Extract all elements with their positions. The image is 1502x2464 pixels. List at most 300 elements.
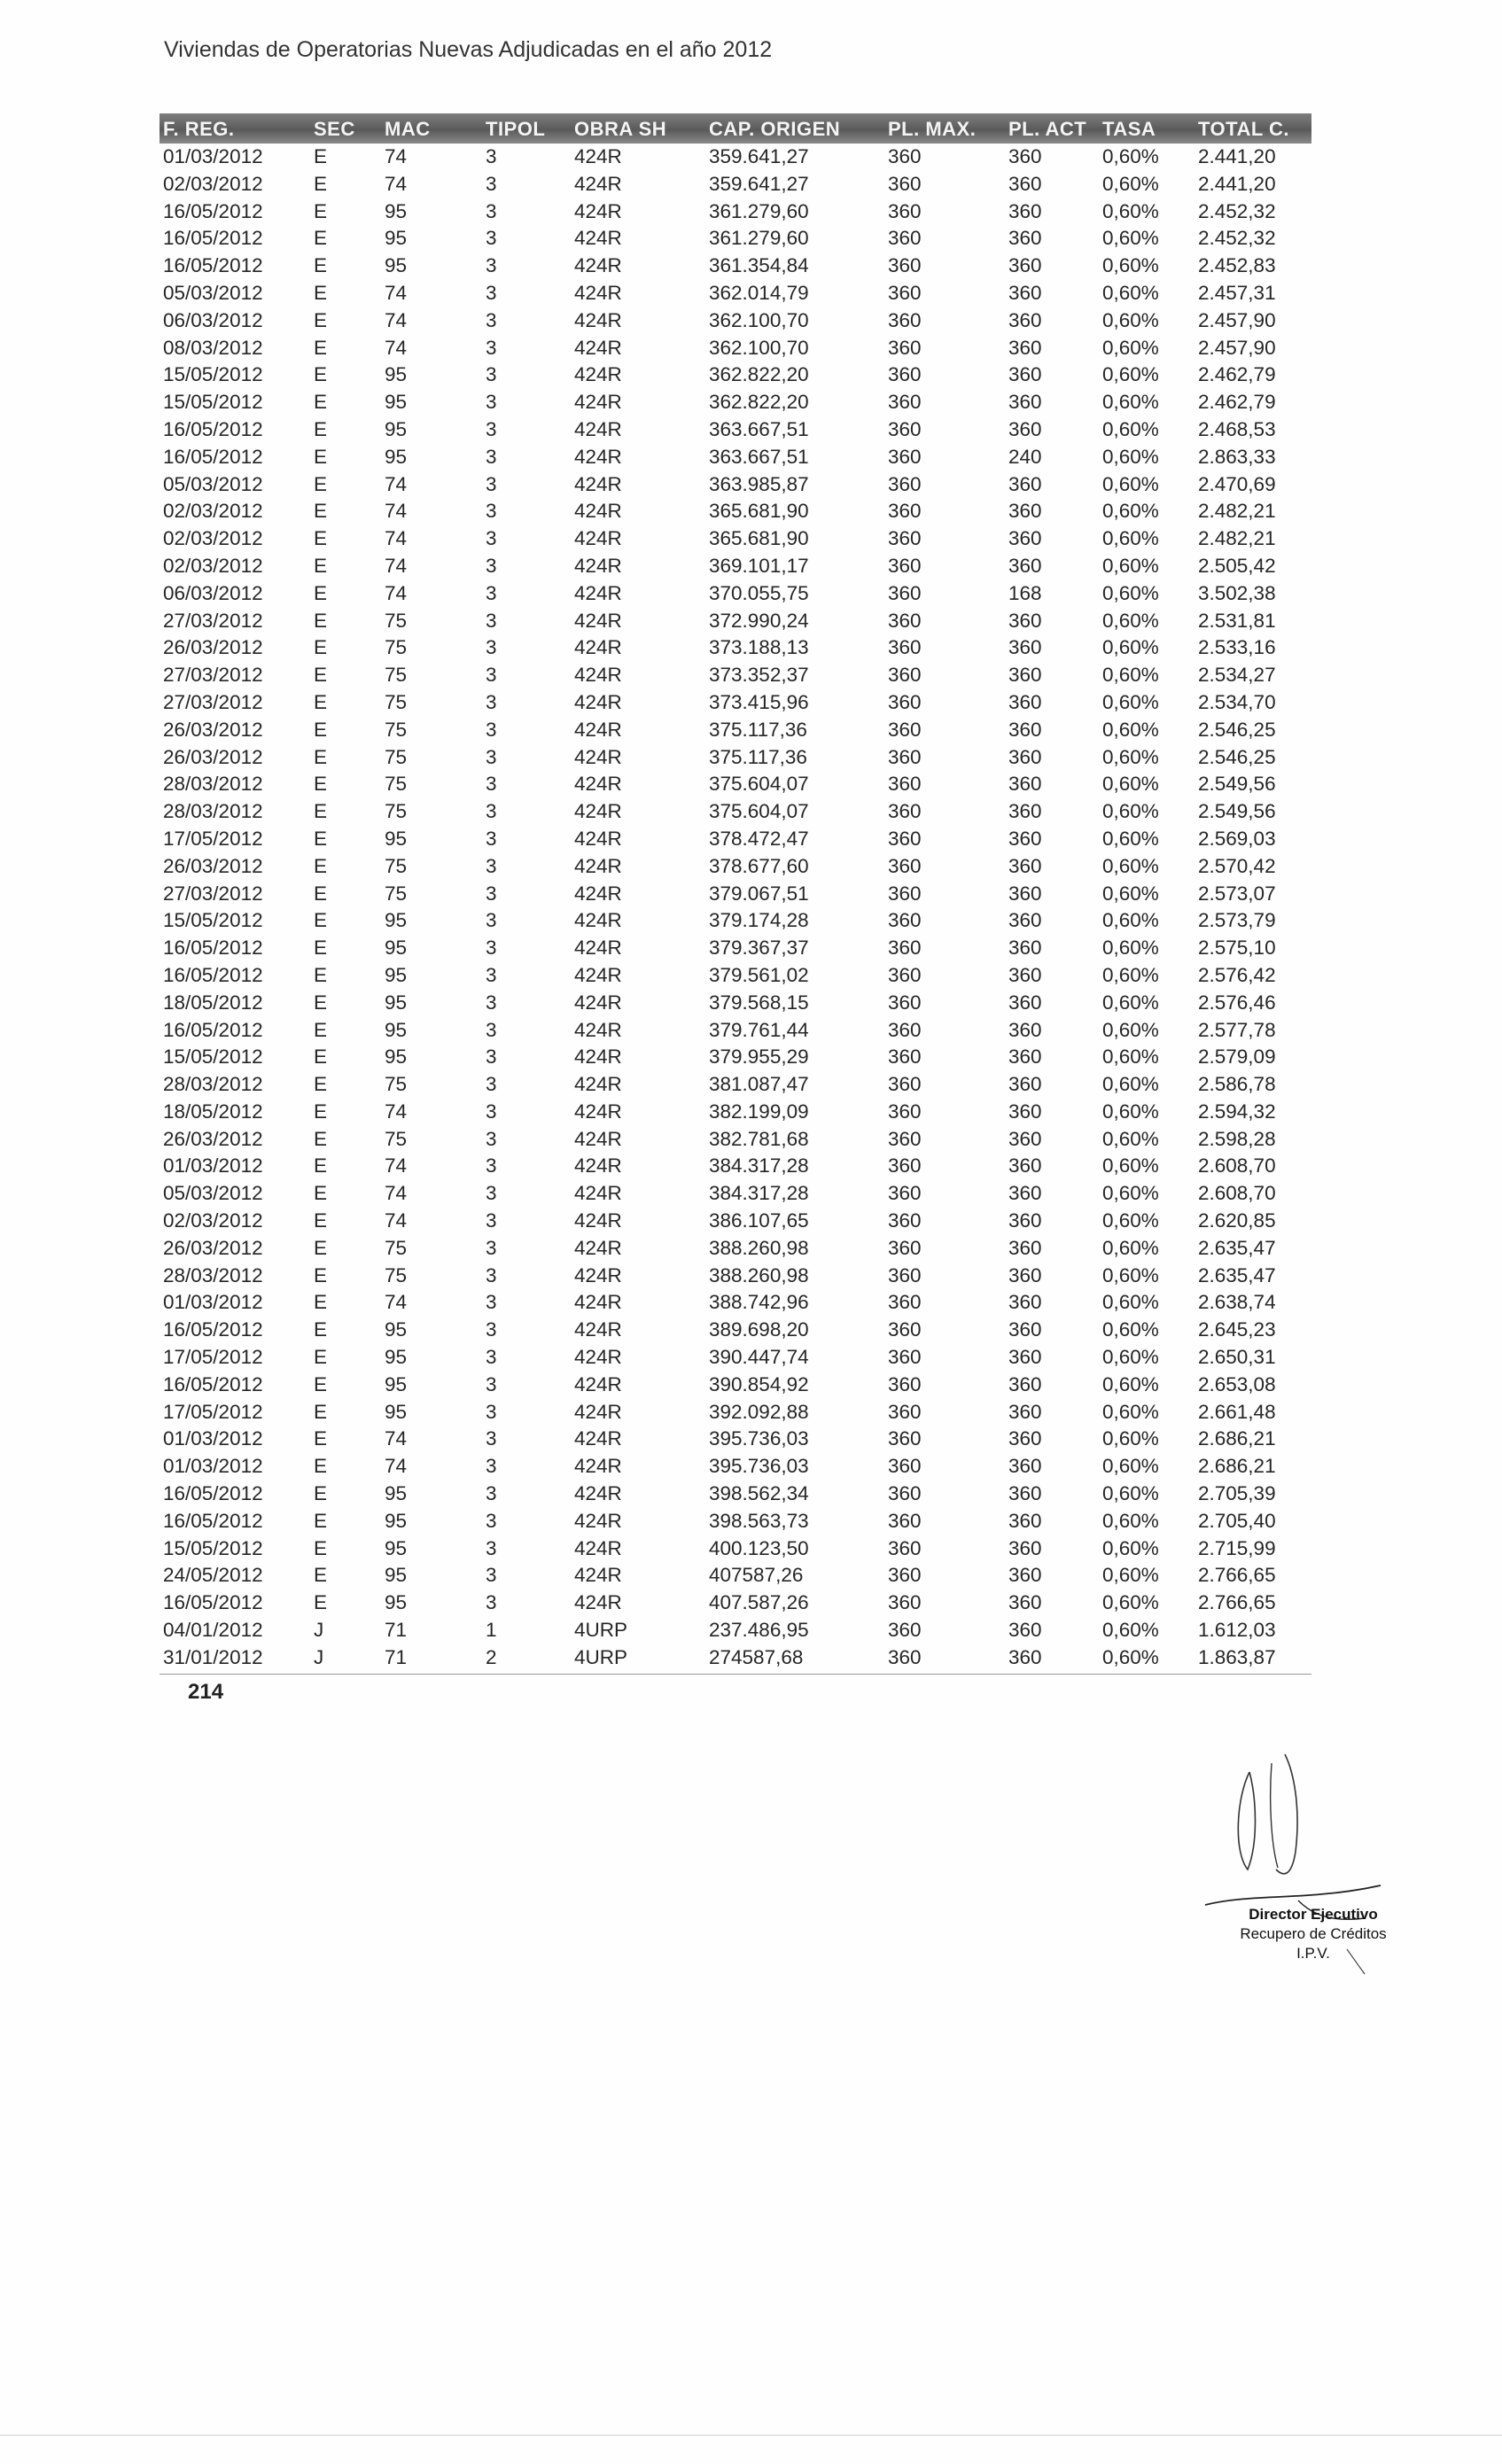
cell-pl-act: 360 <box>1008 1372 1042 1395</box>
cell-total-c: 3.502,38 <box>1198 581 1276 604</box>
table-row <box>160 853 1311 881</box>
cell-tipol: 3 <box>486 636 497 659</box>
cell-total-c: 2.549,56 <box>1198 773 1276 796</box>
cell-obra-sh: 424R <box>574 1236 622 1259</box>
cell-sec: E <box>314 308 328 331</box>
cell-pl-max: 360 <box>888 609 922 632</box>
cell-tasa: 0,60% <box>1102 827 1159 850</box>
cell-sec: E <box>314 1400 328 1423</box>
cell-tipol: 3 <box>486 937 497 960</box>
cell-pl-act: 360 <box>1008 718 1042 741</box>
table-row <box>160 935 1311 962</box>
cell-mac: 95 <box>385 445 408 468</box>
cell-tasa: 0,60% <box>1102 1045 1159 1069</box>
cell-pl-max: 360 <box>888 664 922 687</box>
table-row <box>160 1590 1311 1617</box>
cell-cap-origen: 375.117,36 <box>709 745 807 768</box>
cell-pl-act: 360 <box>1008 1619 1042 1642</box>
cell-cap-origen: 398.563,73 <box>709 1509 809 1532</box>
cell-sec: E <box>314 664 328 687</box>
cell-total-c: 2.608,70 <box>1198 1154 1276 1178</box>
cell-obra-sh: 424R <box>574 1209 622 1232</box>
cell-pl-act: 360 <box>1008 527 1042 550</box>
cell-tipol: 3 <box>486 254 497 277</box>
cell-pl-act: 360 <box>1008 1318 1042 1341</box>
cell-mac: 95 <box>385 1564 408 1587</box>
cell-tipol: 3 <box>486 1236 497 1259</box>
cell-f-reg: 15/05/2012 <box>163 1045 263 1069</box>
cell-total-c: 2.462,79 <box>1198 391 1276 414</box>
cell-tipol: 3 <box>486 991 497 1014</box>
cell-pl-max: 360 <box>888 1482 922 1505</box>
cell-tipol: 3 <box>486 1455 497 1478</box>
cell-total-c: 2.650,31 <box>1198 1346 1276 1369</box>
cell-cap-origen: 363.667,51 <box>709 417 809 440</box>
cell-f-reg: 26/03/2012 <box>163 745 263 768</box>
cell-pl-act: 360 <box>1008 1045 1042 1069</box>
cell-mac: 95 <box>385 1591 408 1614</box>
cell-tasa: 0,60% <box>1102 527 1159 550</box>
cell-pl-act: 360 <box>1008 1482 1042 1505</box>
cell-pl-act: 168 <box>1008 581 1042 604</box>
cell-mac: 75 <box>385 1127 408 1150</box>
cell-obra-sh: 4URP <box>574 1619 628 1642</box>
cell-tipol: 3 <box>486 854 497 877</box>
cell-mac: 74 <box>385 1100 408 1123</box>
cell-tipol: 3 <box>486 227 497 250</box>
cell-sec: E <box>314 690 328 713</box>
cell-f-reg: 02/03/2012 <box>163 1209 263 1232</box>
table-row <box>160 1208 1311 1235</box>
cell-pl-max: 360 <box>888 1400 922 1423</box>
cell-total-c: 2.452,32 <box>1198 227 1276 250</box>
cell-total-c: 2.534,27 <box>1198 664 1276 687</box>
cell-cap-origen: 388.742,96 <box>709 1291 809 1314</box>
cell-mac: 74 <box>385 472 408 495</box>
cell-tipol: 3 <box>486 199 497 222</box>
cell-obra-sh: 424R <box>574 1536 622 1559</box>
cell-obra-sh: 424R <box>574 1073 622 1096</box>
cell-obra-sh: 424R <box>574 145 622 167</box>
cell-sec: E <box>314 1182 328 1205</box>
cell-obra-sh: 424R <box>574 417 622 440</box>
cell-obra-sh: 424R <box>574 1018 622 1041</box>
cell-obra-sh: 424R <box>574 745 622 768</box>
cell-tipol: 3 <box>486 1263 497 1286</box>
cell-f-reg: 16/05/2012 <box>163 445 263 468</box>
cell-mac: 95 <box>385 1482 408 1505</box>
cell-total-c: 2.586,78 <box>1198 1073 1276 1096</box>
cell-tasa: 0,60% <box>1102 308 1159 331</box>
cell-tipol: 3 <box>486 1291 497 1314</box>
cell-total-c: 2.577,78 <box>1198 1018 1276 1041</box>
cell-mac: 95 <box>385 827 408 850</box>
cell-tasa: 0,60% <box>1102 227 1159 250</box>
cell-pl-max: 360 <box>888 963 922 986</box>
cell-cap-origen: 373.352,37 <box>709 664 809 687</box>
cell-sec: E <box>314 745 328 768</box>
cell-sec: E <box>314 1154 328 1178</box>
cell-pl-act: 360 <box>1008 336 1042 359</box>
cell-sec: E <box>314 1591 328 1614</box>
table-row <box>160 634 1311 662</box>
cell-tipol: 3 <box>486 1536 497 1559</box>
cell-mac: 74 <box>385 145 408 167</box>
table-row <box>160 1126 1311 1154</box>
cell-pl-max: 360 <box>888 1645 922 1668</box>
table-row <box>160 416 1311 444</box>
cell-total-c: 2.573,79 <box>1198 909 1276 932</box>
cell-obra-sh: 424R <box>574 773 622 796</box>
cell-tasa: 0,60% <box>1102 1564 1159 1587</box>
cell-cap-origen: 379.761,44 <box>709 1018 809 1041</box>
cell-total-c: 2.686,21 <box>1198 1427 1276 1450</box>
cell-tipol: 2 <box>486 1645 497 1668</box>
cell-cap-origen: 379.067,51 <box>709 882 809 905</box>
cell-f-reg: 26/03/2012 <box>163 636 263 659</box>
cell-pl-max: 360 <box>888 937 922 960</box>
cell-sec: E <box>314 199 328 222</box>
cell-total-c: 2.579,09 <box>1198 1045 1276 1069</box>
cell-pl-act: 360 <box>1008 1291 1042 1314</box>
cell-tasa: 0,60% <box>1102 199 1159 222</box>
cell-mac: 75 <box>385 1073 408 1096</box>
cell-total-c: 2.549,56 <box>1198 800 1276 823</box>
cell-f-reg: 08/03/2012 <box>163 336 263 359</box>
cell-obra-sh: 424R <box>574 1318 622 1341</box>
cell-pl-max: 360 <box>888 827 922 850</box>
cell-cap-origen: 390.447,74 <box>709 1346 809 1369</box>
cell-pl-max: 360 <box>888 991 922 1014</box>
cell-tasa: 0,60% <box>1102 937 1159 960</box>
cell-cap-origen: 398.562,34 <box>709 1482 809 1505</box>
cell-f-reg: 16/05/2012 <box>163 1372 263 1395</box>
cell-tasa: 0,60% <box>1102 609 1159 632</box>
cell-pl-act: 360 <box>1008 281 1042 304</box>
cell-cap-origen: 379.568,15 <box>709 991 809 1014</box>
cell-cap-origen: 379.955,29 <box>709 1045 809 1069</box>
cell-total-c: 2.457,90 <box>1198 336 1276 359</box>
cell-tasa: 0,60% <box>1102 963 1159 986</box>
cell-cap-origen: 365.681,90 <box>709 527 809 550</box>
cell-pl-act: 360 <box>1008 1591 1042 1614</box>
cell-tasa: 0,60% <box>1102 854 1159 877</box>
cell-mac: 95 <box>385 1509 408 1532</box>
cell-pl-max: 360 <box>888 1346 922 1369</box>
cell-tipol: 3 <box>486 581 497 604</box>
cell-pl-act: 360 <box>1008 145 1042 167</box>
cell-tipol: 3 <box>486 1018 497 1041</box>
cell-tasa: 0,60% <box>1102 472 1159 495</box>
cell-cap-origen: 382.781,68 <box>709 1127 809 1150</box>
cell-sec: E <box>314 445 328 468</box>
cell-sec: E <box>314 718 328 741</box>
cell-tipol: 3 <box>486 1182 497 1205</box>
cell-tipol: 3 <box>486 1127 497 1150</box>
cell-cap-origen: 362.822,20 <box>709 391 809 414</box>
cell-mac: 74 <box>385 172 408 195</box>
cell-pl-max: 360 <box>888 1291 922 1314</box>
cell-mac: 75 <box>385 882 408 905</box>
cell-cap-origen: 362.100,70 <box>709 308 809 331</box>
cell-total-c: 2.576,46 <box>1198 991 1276 1014</box>
cell-mac: 75 <box>385 773 408 796</box>
cell-cap-origen: 362.822,20 <box>709 363 809 386</box>
cell-mac: 75 <box>385 718 408 741</box>
table-row <box>160 1344 1311 1372</box>
cell-pl-act: 360 <box>1008 664 1042 687</box>
cell-f-reg: 16/05/2012 <box>163 227 263 250</box>
table-row <box>160 171 1311 198</box>
cell-pl-act: 360 <box>1008 827 1042 850</box>
cell-pl-max: 360 <box>888 1263 922 1286</box>
cell-obra-sh: 424R <box>574 1346 622 1369</box>
cell-sec: E <box>314 1482 328 1505</box>
cell-cap-origen: 359.641,27 <box>709 145 809 167</box>
cell-total-c: 2.531,81 <box>1198 609 1276 632</box>
cell-mac: 75 <box>385 800 408 823</box>
cell-mac: 74 <box>385 527 408 550</box>
cell-pl-max: 360 <box>888 1591 922 1614</box>
cell-pl-max: 360 <box>888 308 922 331</box>
cell-obra-sh: 424R <box>574 527 622 550</box>
cell-tasa: 0,60% <box>1102 281 1159 304</box>
cell-pl-act: 360 <box>1008 472 1042 495</box>
cell-mac: 75 <box>385 664 408 687</box>
cell-pl-max: 360 <box>888 145 922 167</box>
cell-obra-sh: 424R <box>574 636 622 659</box>
cell-f-reg: 02/03/2012 <box>163 554 263 577</box>
cell-pl-act: 360 <box>1008 690 1042 713</box>
cell-sec: E <box>314 1018 328 1041</box>
cell-obra-sh: 424R <box>574 199 622 222</box>
cell-tasa: 0,60% <box>1102 145 1159 167</box>
cell-cap-origen: 369.101,17 <box>709 554 809 577</box>
cell-mac: 95 <box>385 391 408 414</box>
table-row <box>160 335 1311 362</box>
table-row <box>160 662 1311 689</box>
cell-total-c: 2.620,85 <box>1198 1209 1276 1232</box>
cell-obra-sh: 424R <box>574 336 622 359</box>
cell-mac: 74 <box>385 308 408 331</box>
cell-cap-origen: 379.367,37 <box>709 937 809 960</box>
cell-tasa: 0,60% <box>1102 690 1159 713</box>
cell-tasa: 0,60% <box>1102 363 1159 386</box>
cell-pl-max: 360 <box>888 1455 922 1478</box>
cell-mac: 95 <box>385 1346 408 1369</box>
housing-table <box>160 113 1311 1675</box>
table-row <box>160 1481 1311 1508</box>
cell-obra-sh: 424R <box>574 1291 622 1314</box>
cell-tipol: 3 <box>486 363 497 386</box>
cell-pl-act: 360 <box>1008 745 1042 768</box>
table-row <box>160 1562 1311 1590</box>
cell-cap-origen: 381.087,47 <box>709 1073 809 1096</box>
table-row <box>160 1617 1311 1644</box>
cell-tipol: 1 <box>486 1619 497 1642</box>
cell-mac: 95 <box>385 1372 408 1395</box>
cell-total-c: 2.863,33 <box>1198 445 1276 468</box>
cell-sec: E <box>314 1100 328 1123</box>
cell-total-c: 2.635,47 <box>1198 1263 1276 1286</box>
cell-total-c: 2.705,39 <box>1198 1482 1276 1505</box>
cell-tasa: 0,60% <box>1102 909 1159 932</box>
cell-pl-max: 360 <box>888 554 922 577</box>
cell-pl-max: 360 <box>888 199 922 222</box>
cell-obra-sh: 424R <box>574 281 622 304</box>
cell-pl-max: 360 <box>888 690 922 713</box>
cell-pl-max: 360 <box>888 472 922 495</box>
table-row <box>160 608 1311 635</box>
cell-pl-max: 360 <box>888 745 922 768</box>
cell-cap-origen: 361.279,60 <box>709 227 809 250</box>
cell-cap-origen: 382.199,09 <box>709 1100 809 1123</box>
cell-tipol: 3 <box>486 609 497 632</box>
cell-pl-act: 360 <box>1008 254 1042 277</box>
cell-f-reg: 16/05/2012 <box>163 1018 263 1041</box>
cell-cap-origen: 384.317,28 <box>709 1154 809 1178</box>
table-row <box>160 962 1311 990</box>
cell-sec: E <box>314 500 328 523</box>
cell-tasa: 0,60% <box>1102 991 1159 1014</box>
cell-pl-max: 360 <box>888 800 922 823</box>
table-row <box>160 1644 1311 1672</box>
cell-pl-max: 360 <box>888 1018 922 1041</box>
cell-pl-max: 360 <box>888 773 922 796</box>
cell-total-c: 2.573,07 <box>1198 882 1276 905</box>
cell-tasa: 0,60% <box>1102 1127 1159 1150</box>
cell-tasa: 0,60% <box>1102 773 1159 796</box>
cell-cap-origen: 375.604,07 <box>709 773 809 796</box>
cell-tasa: 0,60% <box>1102 1645 1159 1668</box>
table-row <box>160 1071 1311 1099</box>
cell-sec: E <box>314 1455 328 1478</box>
cell-total-c: 2.457,31 <box>1198 281 1276 304</box>
cell-tipol: 3 <box>486 1209 497 1232</box>
cell-cap-origen: 395.736,03 <box>709 1455 809 1478</box>
cell-tasa: 0,60% <box>1102 636 1159 659</box>
cell-sec: E <box>314 1209 328 1232</box>
cell-obra-sh: 424R <box>574 1263 622 1286</box>
cell-tasa: 0,60% <box>1102 445 1159 468</box>
cell-pl-max: 360 <box>888 909 922 932</box>
cell-pl-act: 240 <box>1008 445 1042 468</box>
cell-tasa: 0,60% <box>1102 718 1159 741</box>
cell-pl-act: 360 <box>1008 1236 1042 1259</box>
cell-tipol: 3 <box>486 1073 497 1096</box>
header-tasa: TASA <box>1102 118 1156 140</box>
cell-obra-sh: 424R <box>574 1400 622 1423</box>
cell-sec: E <box>314 1427 328 1450</box>
cell-obra-sh: 424R <box>574 1182 622 1205</box>
cell-tasa: 0,60% <box>1102 172 1159 195</box>
cell-pl-max: 360 <box>888 581 922 604</box>
cell-tasa: 0,60% <box>1102 1509 1159 1532</box>
cell-f-reg: 02/03/2012 <box>163 500 263 523</box>
cell-f-reg: 18/05/2012 <box>163 991 263 1014</box>
cell-cap-origen: 400.123,50 <box>709 1536 809 1559</box>
table-row <box>160 990 1311 1017</box>
cell-sec: E <box>314 581 328 604</box>
cell-tasa: 0,60% <box>1102 1619 1159 1642</box>
cell-f-reg: 18/05/2012 <box>163 1100 263 1123</box>
cell-mac: 95 <box>385 1536 408 1559</box>
cell-obra-sh: 424R <box>574 854 622 877</box>
cell-f-reg: 06/03/2012 <box>163 581 263 604</box>
header-tipol: TIPOL <box>486 118 546 140</box>
cell-tasa: 0,60% <box>1102 664 1159 687</box>
cell-f-reg: 26/03/2012 <box>163 854 263 877</box>
cell-obra-sh: 424R <box>574 1509 622 1532</box>
table-row <box>160 1180 1311 1208</box>
cell-total-c: 2.546,25 <box>1198 718 1276 741</box>
cell-obra-sh: 424R <box>574 500 622 523</box>
cell-obra-sh: 424R <box>574 172 622 195</box>
cell-pl-max: 360 <box>888 527 922 550</box>
cell-f-reg: 26/03/2012 <box>163 718 263 741</box>
cell-mac: 74 <box>385 281 408 304</box>
cell-obra-sh: 424R <box>574 391 622 414</box>
cell-mac: 95 <box>385 1400 408 1423</box>
table-row <box>160 798 1311 826</box>
cell-tasa: 0,60% <box>1102 417 1159 440</box>
cell-tasa: 0,60% <box>1102 1591 1159 1614</box>
cell-pl-max: 360 <box>888 281 922 304</box>
table-row <box>160 1289 1311 1317</box>
cell-pl-act: 360 <box>1008 1263 1042 1286</box>
cell-mac: 95 <box>385 254 408 277</box>
cell-f-reg: 28/03/2012 <box>163 773 263 796</box>
cell-pl-max: 360 <box>888 882 922 905</box>
cell-sec: E <box>314 472 328 495</box>
cell-tipol: 3 <box>486 1482 497 1505</box>
cell-f-reg: 05/03/2012 <box>163 1182 263 1205</box>
cell-total-c: 2.534,70 <box>1198 690 1276 713</box>
cell-sec: E <box>314 527 328 550</box>
cell-tipol: 3 <box>486 1509 497 1532</box>
cell-total-c: 2.457,90 <box>1198 308 1276 331</box>
cell-total-c: 2.570,42 <box>1198 854 1276 877</box>
cell-pl-max: 360 <box>888 363 922 386</box>
cell-obra-sh: 424R <box>574 800 622 823</box>
cell-tipol: 3 <box>486 527 497 550</box>
cell-sec: E <box>314 963 328 986</box>
cell-sec: E <box>314 1073 328 1096</box>
table-row <box>160 1317 1311 1344</box>
cell-cap-origen: 361.354,84 <box>709 254 809 277</box>
cell-total-c: 2.635,47 <box>1198 1236 1276 1259</box>
cell-pl-act: 360 <box>1008 199 1042 222</box>
cell-f-reg: 27/03/2012 <box>163 609 263 632</box>
cell-tipol: 3 <box>486 1372 497 1395</box>
table-body <box>160 144 1311 1672</box>
cell-tipol: 3 <box>486 690 497 713</box>
cell-f-reg: 01/03/2012 <box>163 1154 263 1178</box>
cell-tasa: 0,60% <box>1102 254 1159 277</box>
cell-tipol: 3 <box>486 745 497 768</box>
table-row <box>160 444 1311 471</box>
cell-f-reg: 16/05/2012 <box>163 963 263 986</box>
table-row <box>160 1426 1311 1453</box>
cell-cap-origen: 362.014,79 <box>709 281 809 304</box>
cell-sec: E <box>314 1536 328 1559</box>
cell-pl-act: 360 <box>1008 909 1042 932</box>
cell-sec: E <box>314 254 328 277</box>
cell-f-reg: 01/03/2012 <box>163 1427 263 1450</box>
cell-sec: E <box>314 1318 328 1341</box>
cell-f-reg: 17/05/2012 <box>163 827 263 850</box>
table-row <box>160 1453 1311 1481</box>
